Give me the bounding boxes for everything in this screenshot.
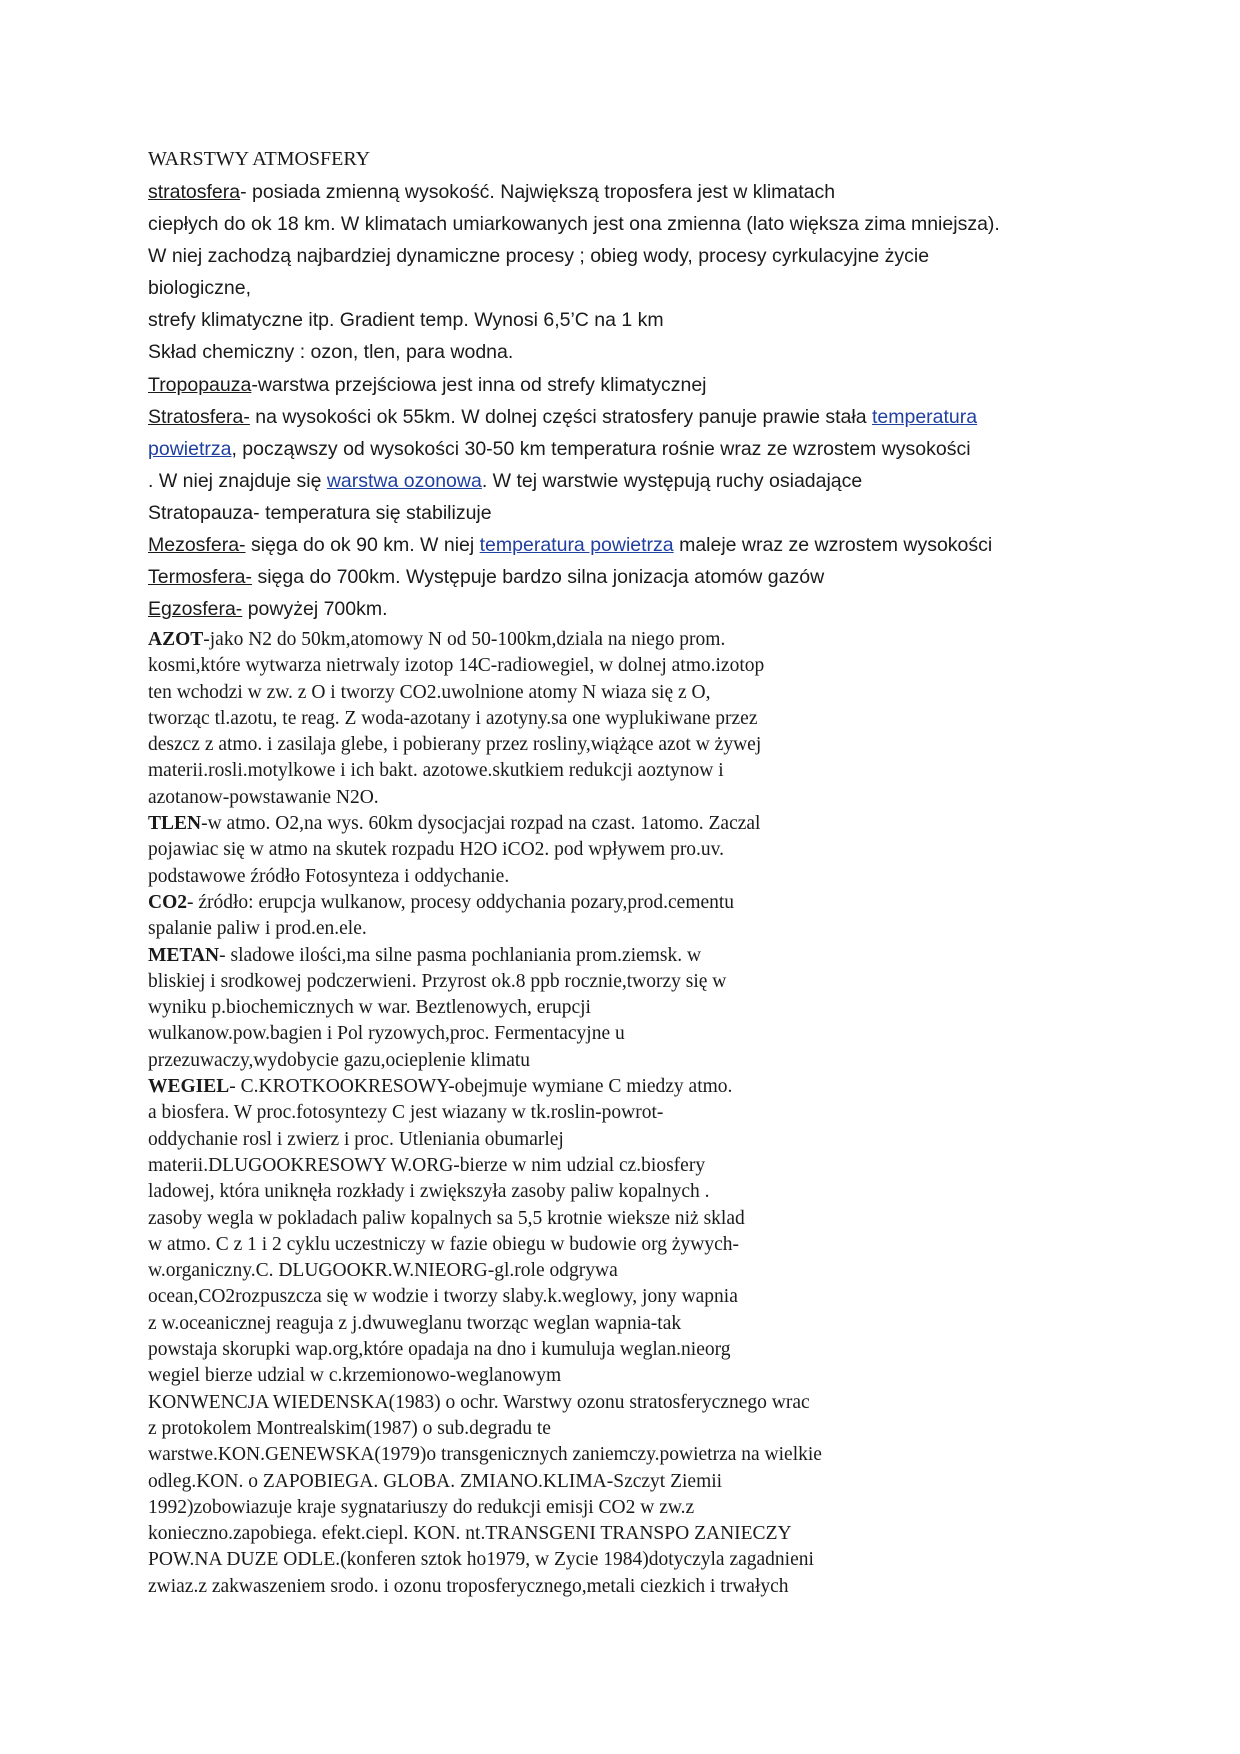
text-line bbox=[148, 176, 1000, 208]
line-text: w.organiczny.C. DLUGOOKR.W.NIEORG-gl.role odgrywa bbox=[148, 1260, 618, 1282]
intro-section bbox=[148, 176, 1000, 625]
line-text: - C.KROTKOOKRESOWY-obejmuje wymiane C miedzy atmo. bbox=[229, 1076, 733, 1098]
hyperlink[interactable]: warstwa ozonowa bbox=[326, 469, 482, 492]
text-line bbox=[148, 304, 1000, 336]
text-line bbox=[148, 1153, 822, 1179]
text-line bbox=[148, 1232, 822, 1258]
line-text: zasoby wegla w pokladach paliw kopalnych sa 5,5 krotnie wieksze niż sklad bbox=[148, 1207, 745, 1229]
layer-term: Stratosfera- bbox=[148, 405, 250, 428]
line-text: sięga do 700km. Występuje bardzo silna jonizacja atomów gazów bbox=[252, 566, 825, 589]
hyperlink[interactable]: powietrza bbox=[148, 437, 232, 460]
line-text: POW.NA DUZE ODLE.(konferen sztok ho1979, w Zycie 1984)dotyczyla zagadnieni bbox=[148, 1549, 814, 1571]
layer-term: stratosfera bbox=[148, 181, 241, 203]
text-line bbox=[148, 758, 822, 784]
text-line bbox=[148, 916, 822, 942]
text-line bbox=[148, 811, 822, 837]
text-line bbox=[148, 1442, 822, 1468]
text-line bbox=[148, 1337, 822, 1363]
line-text: deszcz z atmo. i zasilaja glebe, i pobierany przez rosliny,wiążące azot w żywej bbox=[148, 734, 762, 756]
line-text: bliskiej i srodkowej podczerwieni. Przyrost ok.8 ppb rocznie,tworzy się w bbox=[148, 970, 727, 992]
line-text: -w atmo. O2,na wys. 60km dysocjacjai rozpad na czast. 1atomo. Zaczal bbox=[201, 813, 761, 835]
line-text: warstwe.KON.GENEWSKA(1979)o transgenicznych zaniemczy.powietrza na wielkie bbox=[148, 1444, 822, 1466]
document-title: WARSTWY ATMOSFERY bbox=[148, 148, 371, 170]
line-text: wegiel bierze udzial w c.krzemionowo-weglanowym bbox=[148, 1365, 562, 1387]
line-text: z protokolem Montrealskim(1987) o sub.degradu te bbox=[148, 1417, 551, 1439]
line-text: Stratopauza- temperatura się stabilizuje bbox=[148, 501, 492, 524]
text-line bbox=[148, 208, 1000, 240]
section-heading: TLEN bbox=[148, 813, 202, 835]
line-text: azotanow-powstawanie N2O. bbox=[148, 786, 379, 808]
line-text: Skład chemiczny : ozon, tlen, para wodna. bbox=[148, 341, 514, 364]
text-line bbox=[148, 1100, 822, 1126]
text-line bbox=[148, 943, 822, 969]
layer-term: Egzosfera- bbox=[148, 598, 243, 621]
layer-term: Termosfera- bbox=[148, 566, 253, 589]
hyperlink[interactable]: temperatura powietrza bbox=[479, 534, 674, 557]
text-line bbox=[148, 1547, 822, 1573]
text-line bbox=[148, 561, 1000, 593]
line-text: -jako N2 do 50km,atomowy N od 50-100km,dziala na niego prom. bbox=[203, 629, 726, 650]
line-text: maleje wraz ze wzrostem wysokości bbox=[673, 534, 993, 557]
text-line bbox=[148, 1021, 822, 1047]
line-text: oddychanie rosl i zwierz i proc. Utleniania obumarlej bbox=[148, 1128, 564, 1150]
section-heading: AZOT bbox=[148, 629, 204, 650]
text-line bbox=[148, 401, 1000, 433]
line-text: przezuwaczy,wydobycie gazu,ocieplenie klimatu bbox=[148, 1049, 531, 1071]
line-text: biologiczne, bbox=[148, 277, 251, 300]
line-text: tworząc tl.azotu, te reag. Z woda-azotany i azotyny.sa one wyplukiwane przez bbox=[148, 707, 758, 729]
text-line bbox=[148, 497, 1000, 529]
line-text: podstawowe źródło Fotosynteza i oddychanie. bbox=[148, 865, 510, 887]
line-text: kosmi,które wytwarza nietrwaly izotop 14C-radiowegiel, w dolnej atmo.izotop bbox=[148, 655, 765, 677]
text-line bbox=[148, 465, 1000, 497]
line-text: wulkanow.pow.bagien i Pol ryzowych,proc. Fermentacyjne u bbox=[148, 1023, 625, 1045]
text-line bbox=[148, 969, 822, 995]
line-text: sięga do ok 90 km. W niej bbox=[245, 534, 480, 557]
text-line bbox=[148, 785, 822, 811]
line-text: pojawiac się w atmo na skutek rozpadu H2O iCO2. pod wpływem pro.uv. bbox=[148, 839, 725, 861]
line-text: z w.oceanicznej reaguja z j.dwuweglanu tworząc weglan wapnia-tak bbox=[148, 1312, 682, 1334]
line-text: ocean,CO2rozpuszcza się w wodzie i tworzy slaby.k.weglowy, jony wapnia bbox=[148, 1286, 738, 1308]
hyperlink[interactable]: temperatura bbox=[871, 405, 978, 428]
line-text: zwiaz.z zakwaszeniem srodo. i ozonu troposferycznego,metali ciezkich i trwałych bbox=[148, 1575, 789, 1597]
layer-term: Mezosfera- bbox=[148, 534, 246, 557]
text-line bbox=[148, 864, 822, 890]
text-line bbox=[148, 1284, 822, 1310]
line-text: 1992)zobowiazuje kraje sygnatariuszy do redukcji emisji CO2 w zw.z bbox=[148, 1496, 695, 1518]
text-line bbox=[148, 732, 822, 758]
text-line bbox=[148, 890, 822, 916]
text-line bbox=[148, 1416, 822, 1442]
line-text: - sladowe ilości,ma silne pasma pochlaniania prom.ziemsk. w bbox=[219, 944, 702, 966]
line-text: materii.rosli.motylkowe i ich bakt. azotowe.skutkiem redukcji aoztynow i bbox=[148, 760, 724, 782]
text-line bbox=[148, 995, 822, 1021]
line-text: ladowej, która uniknęła rozkłady i zwiększyła zasoby paliw kopalnych . bbox=[148, 1181, 710, 1203]
text-line bbox=[148, 336, 1000, 368]
text-line bbox=[148, 1127, 822, 1153]
line-text: W niej zachodzą najbardziej dynamiczne procesy ; obieg wody, procesy cyrkulacyjne życie bbox=[148, 245, 930, 268]
text-line bbox=[148, 1363, 822, 1389]
text-line bbox=[148, 433, 1000, 465]
line-text: . W niej znajduje się bbox=[148, 469, 327, 492]
text-line bbox=[148, 1048, 822, 1074]
text-line bbox=[148, 529, 1000, 561]
line-text: - źródło: erupcja wulkanow, procesy oddychania pozary,prod.cementu bbox=[187, 891, 735, 913]
line-text: ciepłych do ok 18 km. W klimatach umiarkowanych jest ona zmienna (lato większa zima mniejsza). bbox=[148, 213, 1000, 236]
layer-term: Tropopauza bbox=[148, 373, 252, 396]
text-line bbox=[148, 1521, 822, 1547]
text-line bbox=[148, 680, 822, 706]
line-text: odleg.KON. o ZAPOBIEGA. GLOBA. ZMIANO.KLIMA-Szczyt Ziemii bbox=[148, 1470, 723, 1492]
line-text: - posiada zmienną wysokość. Największą troposfera jest w klimatach bbox=[240, 181, 836, 203]
text-line bbox=[148, 1074, 822, 1100]
text-line bbox=[148, 837, 822, 863]
text-line bbox=[148, 1179, 822, 1205]
line-text: -warstwa przejściowa jest inna od strefy klimatycznej bbox=[251, 373, 707, 396]
section-heading: METAN bbox=[148, 944, 220, 966]
line-text: powyżej 700km. bbox=[242, 598, 388, 621]
line-text: , począwszy od wysokości 30-50 km temperatura rośnie wraz ze wzrostem wysokości bbox=[231, 437, 971, 460]
line-text: powstaja skorupki wap.org,które opadaja na dno i kumuluja weglan.nieorg bbox=[148, 1339, 731, 1361]
line-text: wyniku p.biochemicznych w war. Beztlenowych, erupcji bbox=[148, 997, 591, 1019]
section-heading: CO2 bbox=[148, 891, 187, 913]
body-section bbox=[148, 627, 822, 1600]
line-text: w atmo. C z 1 i 2 cyklu uczestniczy w fazie obiegu w budowie org żywych- bbox=[148, 1233, 739, 1255]
line-text: na wysokości ok 55km. W dolnej części stratosfery panuje prawie stała bbox=[249, 405, 872, 428]
line-text: a biosfera. W proc.fotosyntezy C jest wiazany w tk.roslin-powrot- bbox=[148, 1102, 664, 1124]
text-line bbox=[148, 272, 1000, 304]
text-line bbox=[148, 1258, 822, 1284]
line-text: ten wchodzi w zw. z O i tworzy CO2.uwolnione atomy N wiaza się z O, bbox=[148, 681, 711, 703]
line-text: materii.DLUGOOKRESOWY W.ORG-bierze w nim udzial cz.biosfery bbox=[148, 1154, 706, 1176]
text-line bbox=[148, 369, 1000, 401]
line-text: . W tej warstwie występują ruchy osiadające bbox=[481, 469, 863, 492]
line-text: KONWENCJA WIEDENSKA(1983) o ochr. Warstwy ozonu stratosferycznego wrac bbox=[148, 1391, 810, 1413]
text-line bbox=[148, 706, 822, 732]
text-line bbox=[148, 1495, 822, 1521]
line-text: strefy klimatyczne itp. Gradient temp. Wynosi 6,5’C na 1 km bbox=[148, 309, 664, 332]
text-line bbox=[148, 1574, 822, 1600]
text-line bbox=[148, 240, 1000, 272]
text-line bbox=[148, 627, 822, 653]
text-line bbox=[148, 1390, 822, 1416]
line-text: spalanie paliw i prod.en.ele. bbox=[148, 918, 367, 940]
text-line bbox=[148, 1311, 822, 1337]
text-line bbox=[148, 1206, 822, 1232]
line-text: konieczno.zapobiega. efekt.ciepl. KON. nt.TRANSGENI TRANSPO ZANIECZY bbox=[148, 1523, 792, 1545]
text-line bbox=[148, 1469, 822, 1495]
section-heading: WEGIEL bbox=[148, 1076, 230, 1098]
text-line bbox=[148, 653, 822, 679]
text-line bbox=[148, 593, 1000, 625]
